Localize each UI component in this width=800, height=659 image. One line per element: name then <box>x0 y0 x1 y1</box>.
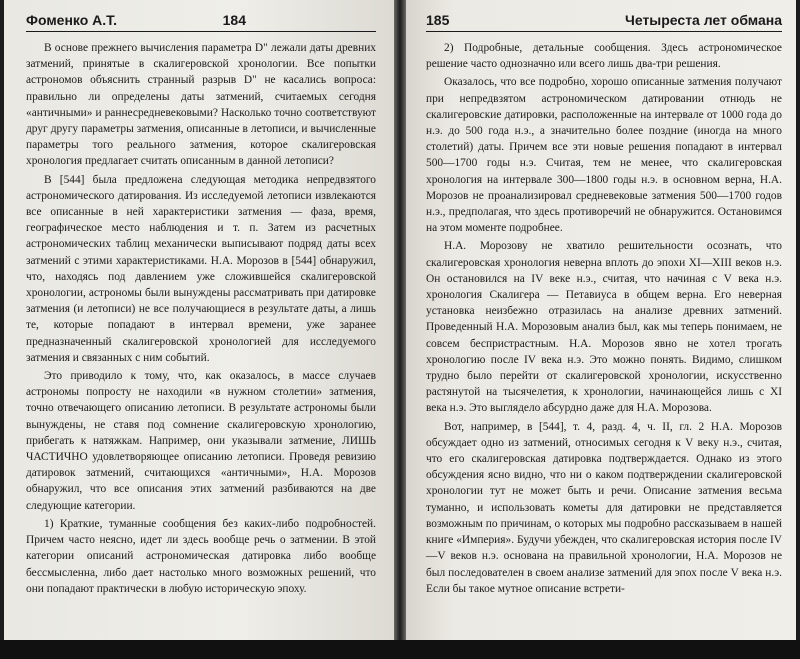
page-body <box>426 40 782 597</box>
page-number: 185 <box>426 12 450 28</box>
page-header <box>426 12 782 32</box>
paragraph: В [544] была предложена следующая методика непредвзятого астрономического датирования. Из исследуемой летописи извлекаются все описанные в ней характеристики затмения — фаза, время, географическое место наблюдения и т. п. Затем из расчетных астрономических таблиц механически выписывают подряд даты всех затмений с этими характеристиками. Н.А. Морозов в [544] обнаружил, что, находясь под давлением уже сложившейся скалигеровской хронологии, астрономы были вынуждены рассматривать при датировке затмения (и летописи) не все получающиеся в результате даты, а лишь те, которые попадают в интервал времени, уже заранее предназначенный скалигеровской хронологией для исследуемого затмения и связанных с ним событий. <box>26 173 376 364</box>
left-page <box>4 0 394 640</box>
scan-bottom-edge <box>0 640 800 659</box>
page-number: 184 <box>222 12 246 28</box>
paragraph: Н.А. Морозову не хватило решительности осознать, что скалигеровская хронология неверна вплоть до эпохи XI—XIII веков н.э. Он остановился на IV веке н.э., считая, что начиная с V века н.э. хронология Скалигера — Петавиуса в общем верна. Его неверная установка неизбежно отразилась на анализе древних затмений. Проведенный Н.А. Морозовым анализ был, как мы теперь понимаем, не совсем беспристрастным. Н.А. Морозов явно не хотел трогать хронологию после IV века н.э. Это можно понять. Видимо, слишком трудно было перейти от скалигеровской хронологии, искусственно растянутой на тысячелетия, к хронологии, начинающейся лишь с XI века н.э. Это выглядело абсурдно даже для Н.А. Морозова. <box>426 240 782 415</box>
page-body <box>26 40 376 597</box>
paragraph: Вот, например, в [544], т. 4, разд. 4, ч. II, гл. 2 Н.А. Морозов обсуждает одно из затмений, относимых сегодня к V веку н.э., считая, что его скалигеровская датировка подтверждается. Однако из этого обсуждения ясно видно, что ни о каком подтверждении скалигеровской хронологии тут не может быть и речи. Описание затмения весьма туманно, и использовать кометы для датировки не представляется возможным по причинам, о которых мы подробно рассказываем в нашей книге «Империя». Будучи убежден, что скалигеровская история после IV—V веков н.э. основана на правильной хронологии, Н.А. Морозов не был последователен в своем анализе затмений для эпох после V века н.э. Если бы такое мутное описание встрети- <box>426 420 782 595</box>
paragraph: 2) Подробные, детальные сообщения. Здесь астрономическое решение часто однозначно или всего лишь два-три решения. <box>426 42 782 71</box>
paragraph: Это приводило к тому, что, как оказалось, в массе случаев астрономы попросту не находили «в нужном столетии» затмения, точно отвечающего описанию летописи. В результате астрономы были вынуждены, не ставя под сомнение скалигеровскую хронологию, прибегать к натяжкам. Например, они указывали затмение, ЛИШЬ ЧАСТИЧНО удовлетворяющее описанию летописи. Проведя ревизию датировок затмений, считающихся «античными», Н.А. Морозов обнаружил, что все описания этих затмений разбиваются на две следующие категории. <box>26 370 376 512</box>
paragraph: Оказалось, что все подробно, хорошо описанные затмения получают при непредвзятом астрономическом датировании отнюдь не скалигеровские датировки, расположенные на интервале от 1000 года до н.э. до 500 года н.э., а значительно более поздние (иногда на много столетий) даты. Причем все эти новые решения попадают в интервал 500—1700 годы н.э. Считая, тем не менее, что скалигеровская хронология на интервале 300—1800 годы н.э. в основном верна, Н.А. Морозов не проанализировал средневековые затмения 500—1700 годов н.э., предполагая, что здесь противоречий не обнаружится. Остановимся на этом моменте подробнее. <box>426 76 782 235</box>
running-head-title: Четыреста лет обмана <box>625 12 782 28</box>
paragraph: 1) Краткие, туманные сообщения без каких-либо подробностей. Причем часто неясно, идет ли здесь вообще речь о затмении. В этой категории описаний астрономическая датировка либо вообще бессмысленна, либо дает настолько много возможных решений, что они попадают практически в любую историческую эпоху. <box>26 517 376 595</box>
right-page <box>406 0 796 640</box>
paragraph: В основе прежнего вычисления параметра D" лежали даты древних затмений, принятые в скалигеровской хронологии. Все попытки астрономов объяснить странный разрыв D" не касались вопроса: правильно ли определены даты затмений, считаемых сегодня «античными» и раннесредневековыми? Насколько точно соответствуют друг другу параметры затмения, описанные в летописи, и вычисленные параметры того реального затмения, которое скалигеровская хронология предлагает считать описанным в данной летописи? <box>26 42 376 168</box>
book-gutter <box>394 0 406 659</box>
page-header <box>26 12 376 32</box>
running-head-author: Фоменко А.Т. <box>26 12 118 28</box>
